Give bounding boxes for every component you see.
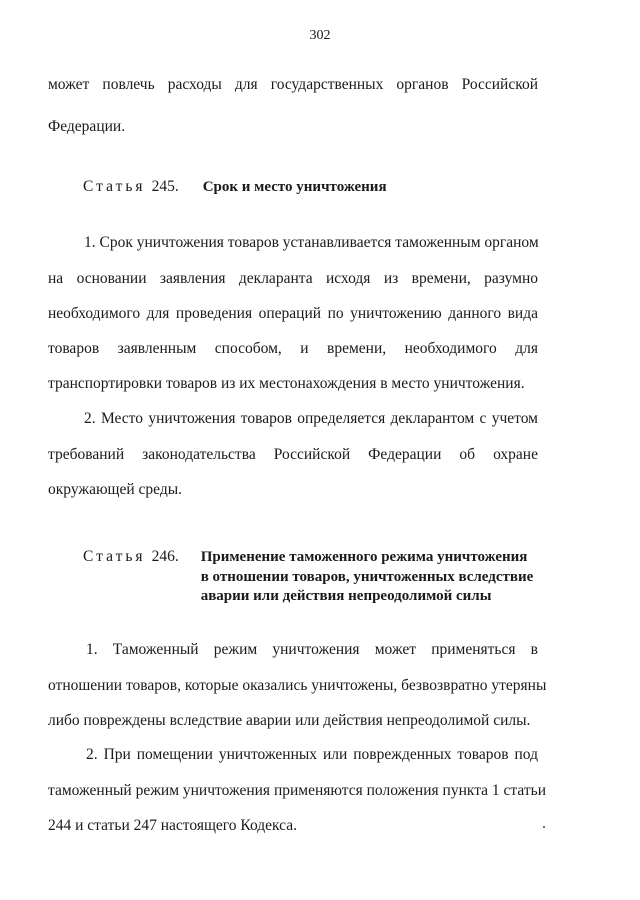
article-246-para2-line-3: 244 и статьи 247 настоящего Кодекса. xyxy=(48,817,297,834)
article-246-para2-line-2: таможенный режим уничтожения применяются положения пункта 1 статьи xyxy=(48,782,546,799)
article-246-title-line-2: в отношении товаров, уничтоженных вследствие xyxy=(200,568,534,585)
article-245-title: Срок и место уничтожения xyxy=(202,179,387,195)
article-246-heading xyxy=(83,548,533,607)
intro-line-2: Федерации. xyxy=(48,118,126,135)
article-246-para2-line-1: 2. При помещении уничтоженных или поврежденных товаров под xyxy=(86,746,538,763)
article-246-para1-line-3: либо повреждены вследствие аварии или действия непреодолимой силы. xyxy=(48,712,531,729)
article-245-para2-line-3: окружающей среды. xyxy=(48,481,183,498)
article-245-para2-line-1: 2. Место уничтожения товаров определяется декларантом с учетом xyxy=(84,410,538,427)
article-245-heading xyxy=(83,178,387,196)
article-245-label: Статья xyxy=(83,178,146,195)
article-245-para1-line-4: товаров заявленным способом, и времени, необходимого для xyxy=(48,340,538,357)
article-246-para1-line-2: отношении товаров, которые оказались уничтожены, безвозвратно утеряны xyxy=(48,677,547,694)
article-246-title-line-1: Применение таможенного режима уничтожения xyxy=(200,549,528,565)
scan-speck xyxy=(543,826,545,828)
article-246-title-line-3: аварии или действия непреодолимой силы xyxy=(200,588,492,604)
article-246-title xyxy=(201,548,534,607)
article-245-para2-line-2: требований законодательства Российской Федерации об охране xyxy=(48,446,538,463)
article-245-para1-line-5: транспортировки товаров из их местонахождения в место уничтожения. xyxy=(48,375,525,392)
article-245-para1-line-2: на основании заявления декларанта исходя из времени, разумно xyxy=(48,270,538,287)
article-246-label: Статья xyxy=(83,548,146,565)
article-245-number: 245. xyxy=(151,178,179,195)
article-245-para1-line-3: необходимого для проведения операций по уничтожению данного вида xyxy=(48,305,538,322)
intro-line-1: может повлечь расходы для государственных органов Российской xyxy=(48,76,538,93)
article-246-para1-line-1: 1. Таможенный режим уничтожения может применяться в xyxy=(86,641,538,658)
article-246-number: 246. xyxy=(151,548,179,565)
page-number: 302 xyxy=(309,28,331,43)
article-245-para1-line-1: 1. Срок уничтожения товаров устанавливается таможенным органом xyxy=(84,234,539,251)
